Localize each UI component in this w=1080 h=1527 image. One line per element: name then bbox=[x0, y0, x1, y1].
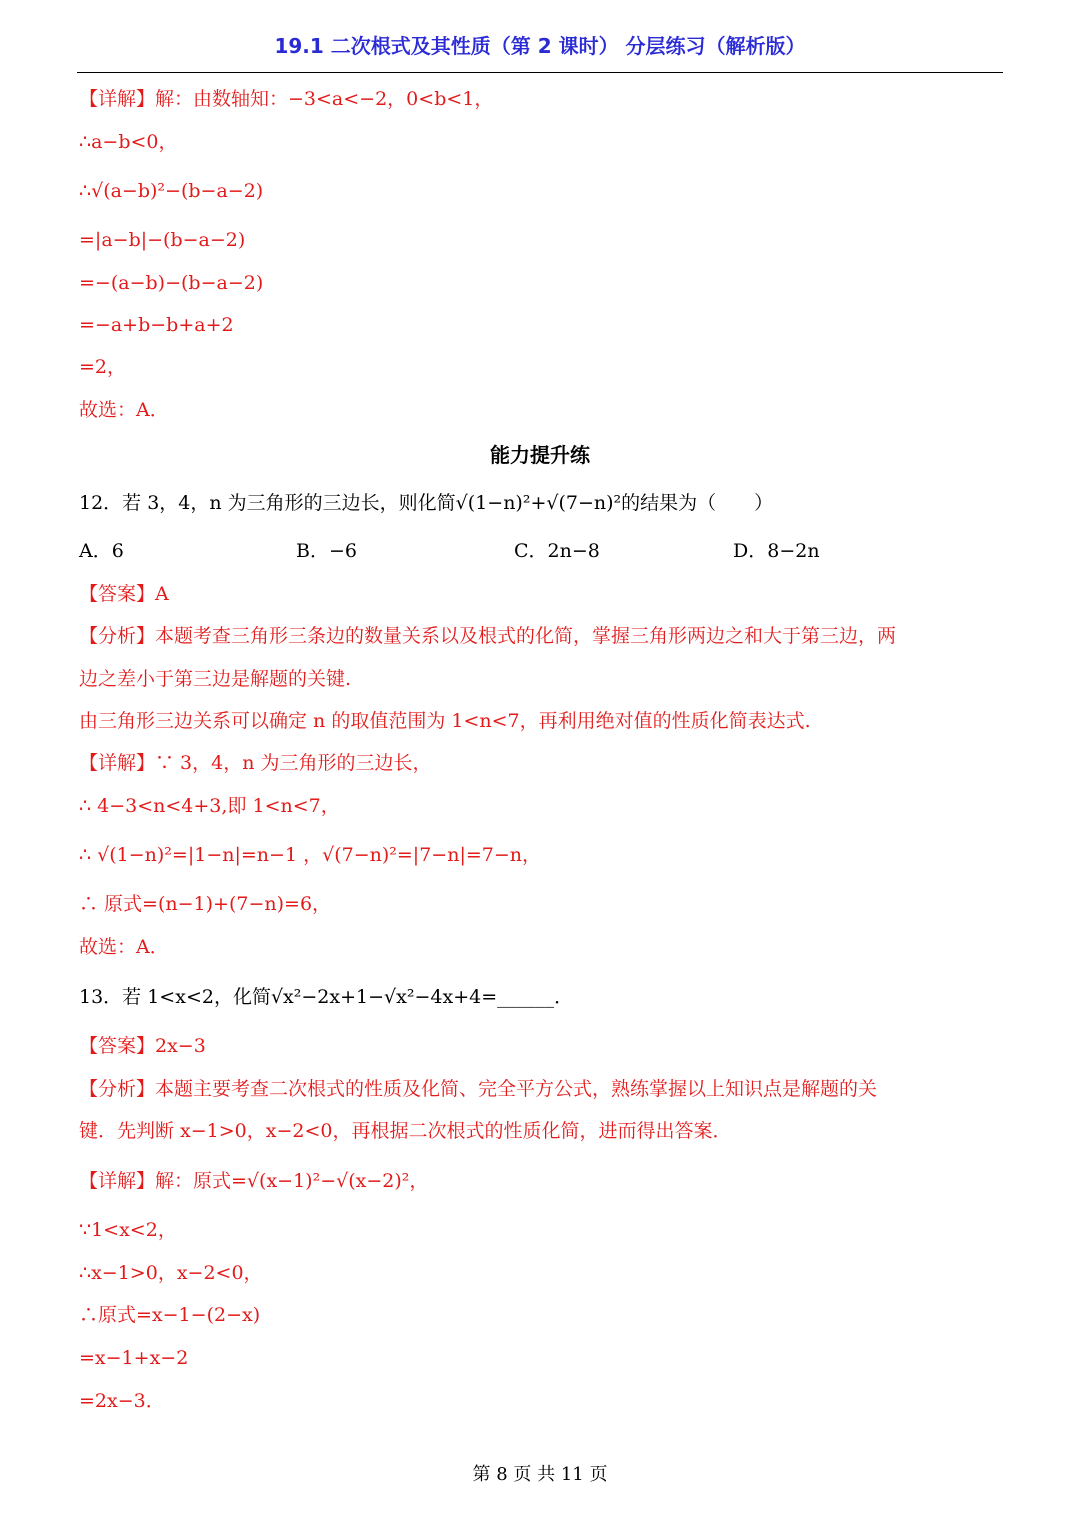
q12-option-a: A．6 bbox=[79, 540, 124, 562]
prev-solution-line: =−a+b−b+a+2 bbox=[79, 314, 234, 336]
q13-detail-line: ∴原式=x−1−(2−x) bbox=[79, 1304, 261, 1326]
q12-option-b: B．−6 bbox=[296, 540, 357, 562]
prev-solution-line: =|a−b|−(b−a−2) bbox=[79, 229, 246, 251]
q13-answer: 【答案】2x−3 bbox=[79, 1035, 206, 1057]
q12-option-d: D．8−2n bbox=[733, 540, 820, 562]
section-title: 能力提升练 bbox=[490, 443, 590, 467]
q12-detail-line: ∴ 4−3<n<4+3,即 1<n<7， bbox=[79, 795, 340, 817]
q12-analysis: 【分析】本题考查三角形三条边的数量关系以及根式的化简，掌握三角形两边之和大于第三边，两 bbox=[79, 625, 897, 647]
prev-solution-line: ∴a−b<0， bbox=[79, 131, 178, 153]
q12-detail-line: 故选：A． bbox=[79, 936, 169, 958]
prev-solution-line: 故选：A． bbox=[79, 399, 169, 421]
q12-analysis: 由三角形三边关系可以确定 n 的取值范围为 1<n<7，再利用绝对值的性质化简表达式. bbox=[79, 710, 811, 732]
prev-solution-line: ∴√(a−b)²−(b−a−2) bbox=[79, 180, 264, 202]
q12-detail-line: 【详解】∵ 3，4，n 为三角形的三边长， bbox=[79, 752, 432, 774]
prev-solution-line: =−(a−b)−(b−a−2) bbox=[79, 272, 264, 294]
q13-detail-line: ∵1<x<2， bbox=[79, 1219, 177, 1241]
prev-solution-line: 【详解】解：由数轴知：−3<a<−2，0<b<1， bbox=[79, 88, 494, 110]
q12-detail-line: ∴ 原式=(n−1)+(7−n)=6， bbox=[79, 893, 332, 915]
q13-detail-line: =2x−3． bbox=[79, 1390, 165, 1412]
q13-detail-line: =x−1+x−2 bbox=[79, 1347, 189, 1369]
q12-answer: 【答案】A bbox=[79, 583, 169, 605]
header-rule bbox=[77, 72, 1003, 73]
prev-solution-line: =2， bbox=[79, 356, 127, 378]
q13-stem: 13．若 1<x<2，化简√x²−2x+1−√x²−4x+4=______． bbox=[79, 986, 574, 1008]
q12-stem: 12．若 3，4，n 为三角形的三边长，则化简√(1−n)²+√(7−n)²的结果为（ ） bbox=[79, 492, 774, 514]
page-footer: 第 8 页 共 11 页 bbox=[472, 1464, 608, 1485]
q12-analysis: 边之差小于第三边是解题的关键. bbox=[79, 668, 352, 690]
q13-analysis: 【分析】本题主要考查二次根式的性质及化简、完全平方公式，熟练掌握以上知识点是解题的关 bbox=[79, 1078, 878, 1100]
q12-detail-line: ∴ √(1−n)²=|1−n|=n−1 ，√(7−n)²=|7−n|=7−n， bbox=[79, 844, 542, 866]
q12-option-c: C．2n−8 bbox=[514, 540, 600, 562]
q13-analysis: 键．先判断 x−1>0，x−2<0，再根据二次根式的性质化简，进而得出答案． bbox=[79, 1120, 732, 1142]
q13-detail-line: 【详解】解：原式=√(x−1)²−√(x−2)²， bbox=[79, 1170, 429, 1192]
header-title: 19.1 二次根式及其性质（第 2 课时） 分层练习（解析版） bbox=[274, 34, 806, 58]
q13-detail-line: ∴x−1>0，x−2<0， bbox=[79, 1262, 263, 1284]
